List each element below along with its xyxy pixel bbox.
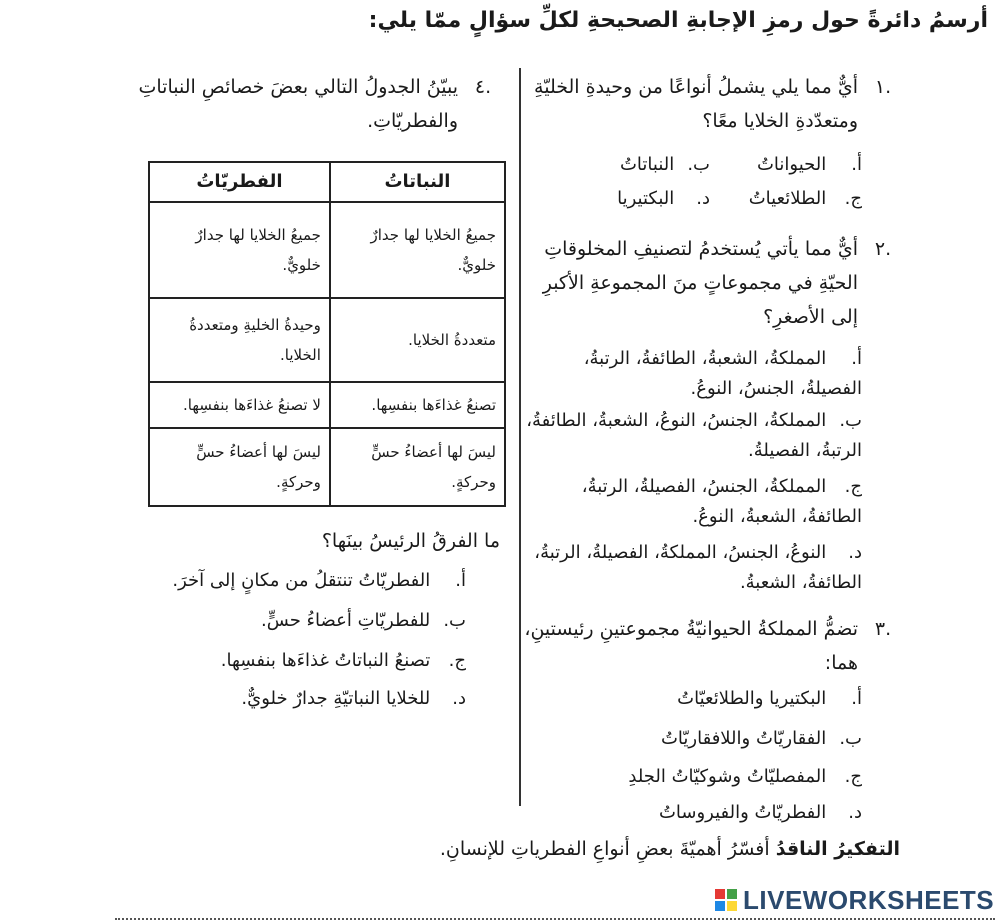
table-row xyxy=(149,382,505,428)
question-3-number: .٣ xyxy=(874,618,892,640)
q1-option-b[interactable]: ب. النباتاتُ xyxy=(619,154,710,175)
q4-option-b[interactable]: ب. للفطريّاتِ أعضاءُ حسٍّ. xyxy=(261,610,466,631)
q3-option-b[interactable]: ب. الفقاريّاتُ واللافقاريّاتُ xyxy=(660,728,862,749)
q3-option-c[interactable]: ج. المفصليّاتُ وشوكيّاتُ الجلدِ xyxy=(628,766,862,787)
critical-thinking xyxy=(100,838,900,860)
q4-question: ما الفرقُ الرئيسُ بينَها؟ xyxy=(321,530,500,552)
question-1-number: .١ xyxy=(874,76,892,98)
question-1-text: أيٌّ مما يلي يشملُ أنواعًا من وحيدةِ الخليّةِ ومتعدّدةِ الخلايا معًا؟ xyxy=(534,76,858,132)
table-row xyxy=(149,298,505,382)
comparison-table xyxy=(148,161,506,507)
q3-option-a[interactable]: أ. البكتيريا والطلائعيّاتُ xyxy=(677,688,862,709)
table-header: النباتاتُ xyxy=(330,162,505,202)
question-2-text: أيٌّ مما يأتي يُستخدمُ لتصنيفِ المخلوقاتِ الحيّةِ في مجموعاتٍ منَ المجموعةِ الأكبرِ إلى الأصغرِ؟ xyxy=(542,238,858,328)
table-row xyxy=(149,202,505,298)
table-header-row xyxy=(149,162,505,202)
instruction-heading: أرسمُ دائرةً حول رمزِ الإجابةِ الصحيحةِ لكلِّ سؤالٍ ممّا يلي: xyxy=(368,8,988,33)
question-3-text: تضمُّ المملكةُ الحيوانيّةُ مجموعتينِ رئيستينِ، هما: xyxy=(524,618,858,674)
dotted-separator xyxy=(115,918,995,920)
q3-option-d[interactable]: د. الفطريّاتُ والفيروساتُ xyxy=(658,802,862,823)
logo-text: LIVEWORKSHEETS xyxy=(743,884,995,915)
table-cell: ليسَ لها أعضاءُ حسٍّ وحركةٍ. xyxy=(330,428,505,506)
table-header: الفطريّاتُ xyxy=(149,162,330,202)
logo-mark-icon xyxy=(715,889,737,911)
question-4-text: يبيّنُ الجدولُ التالي بعضَ خصائصِ النباتاتِ والفطريّاتِ. xyxy=(138,76,458,132)
question-4 xyxy=(130,70,500,138)
question-2 xyxy=(520,232,900,334)
table-cell: ليسَ لها أعضاءُ حسٍّ وحركةٍ. xyxy=(149,428,330,506)
q2-option-d[interactable]: د. النوعُ، الجنسُ، المملكةُ، الفصيلةُ، الرتبةُ، الطائفةُ، الشعبةُ. xyxy=(534,542,862,593)
question-4-number: .٤ xyxy=(474,76,492,98)
question-2-number: .٢ xyxy=(874,238,892,260)
q4-option-c[interactable]: ج. تصنعُ النباتاتُ غذاءَها بنفسِها. xyxy=(220,650,466,671)
table-cell: تصنعُ غذاءَها بنفسِها. xyxy=(330,382,505,428)
table-cell: لا تصنعُ غذاءَها بنفسِها. xyxy=(149,382,330,428)
q4-option-a[interactable]: أ. الفطريّاتُ تنتقلُ من مكانٍ إلى آخرَ. xyxy=(172,570,466,591)
table-cell: متعددةُ الخلايا. xyxy=(330,298,505,382)
critical-thinking-label: التفكيرُ الناقدُ xyxy=(775,838,900,860)
liveworksheets-logo xyxy=(715,883,995,917)
q4-option-d[interactable]: د. للخلايا النباتيّةِ جدارٌ خلويٌّ. xyxy=(241,688,466,709)
q1-option-c[interactable]: ج. الطلائعياتُ xyxy=(748,188,862,209)
table-cell: جميعُ الخلايا لها جدارٌ خلويٌّ. xyxy=(149,202,330,298)
q2-option-c[interactable]: ج. المملكةُ، الجنسُ، الفصيلةُ، الرتبةُ، الطائفةُ، الشعبةُ، النوعُ. xyxy=(581,476,862,527)
table-cell: جميعُ الخلايا لها جدارٌ خلويٌّ. xyxy=(330,202,505,298)
q1-option-a[interactable]: أ. الحيواناتُ xyxy=(756,154,862,175)
q1-option-d[interactable]: د. البكتيريا xyxy=(617,188,710,209)
table-row xyxy=(149,428,505,506)
critical-thinking-text: أفسّرُ أهميّةَ بعضِ أنواعِ الفطرياتِ للإنسانِ. xyxy=(439,838,770,860)
question-1 xyxy=(520,70,900,138)
q2-option-a[interactable]: أ. المملكةُ، الشعبةُ، الطائفةُ، الرتبةُ، الفصيلةُ، الجنسُ، النوعُ. xyxy=(583,348,862,399)
column-divider xyxy=(519,68,521,806)
question-3 xyxy=(520,612,900,680)
q2-option-b[interactable]: ب. المملكةُ، الجنسُ، النوعُ، الشعبةُ، الطائفةُ، الرتبةُ، الفصيلةُ. xyxy=(526,410,862,461)
table-cell: وحيدةُ الخليةِ ومتعددةُ الخلايا. xyxy=(149,298,330,382)
